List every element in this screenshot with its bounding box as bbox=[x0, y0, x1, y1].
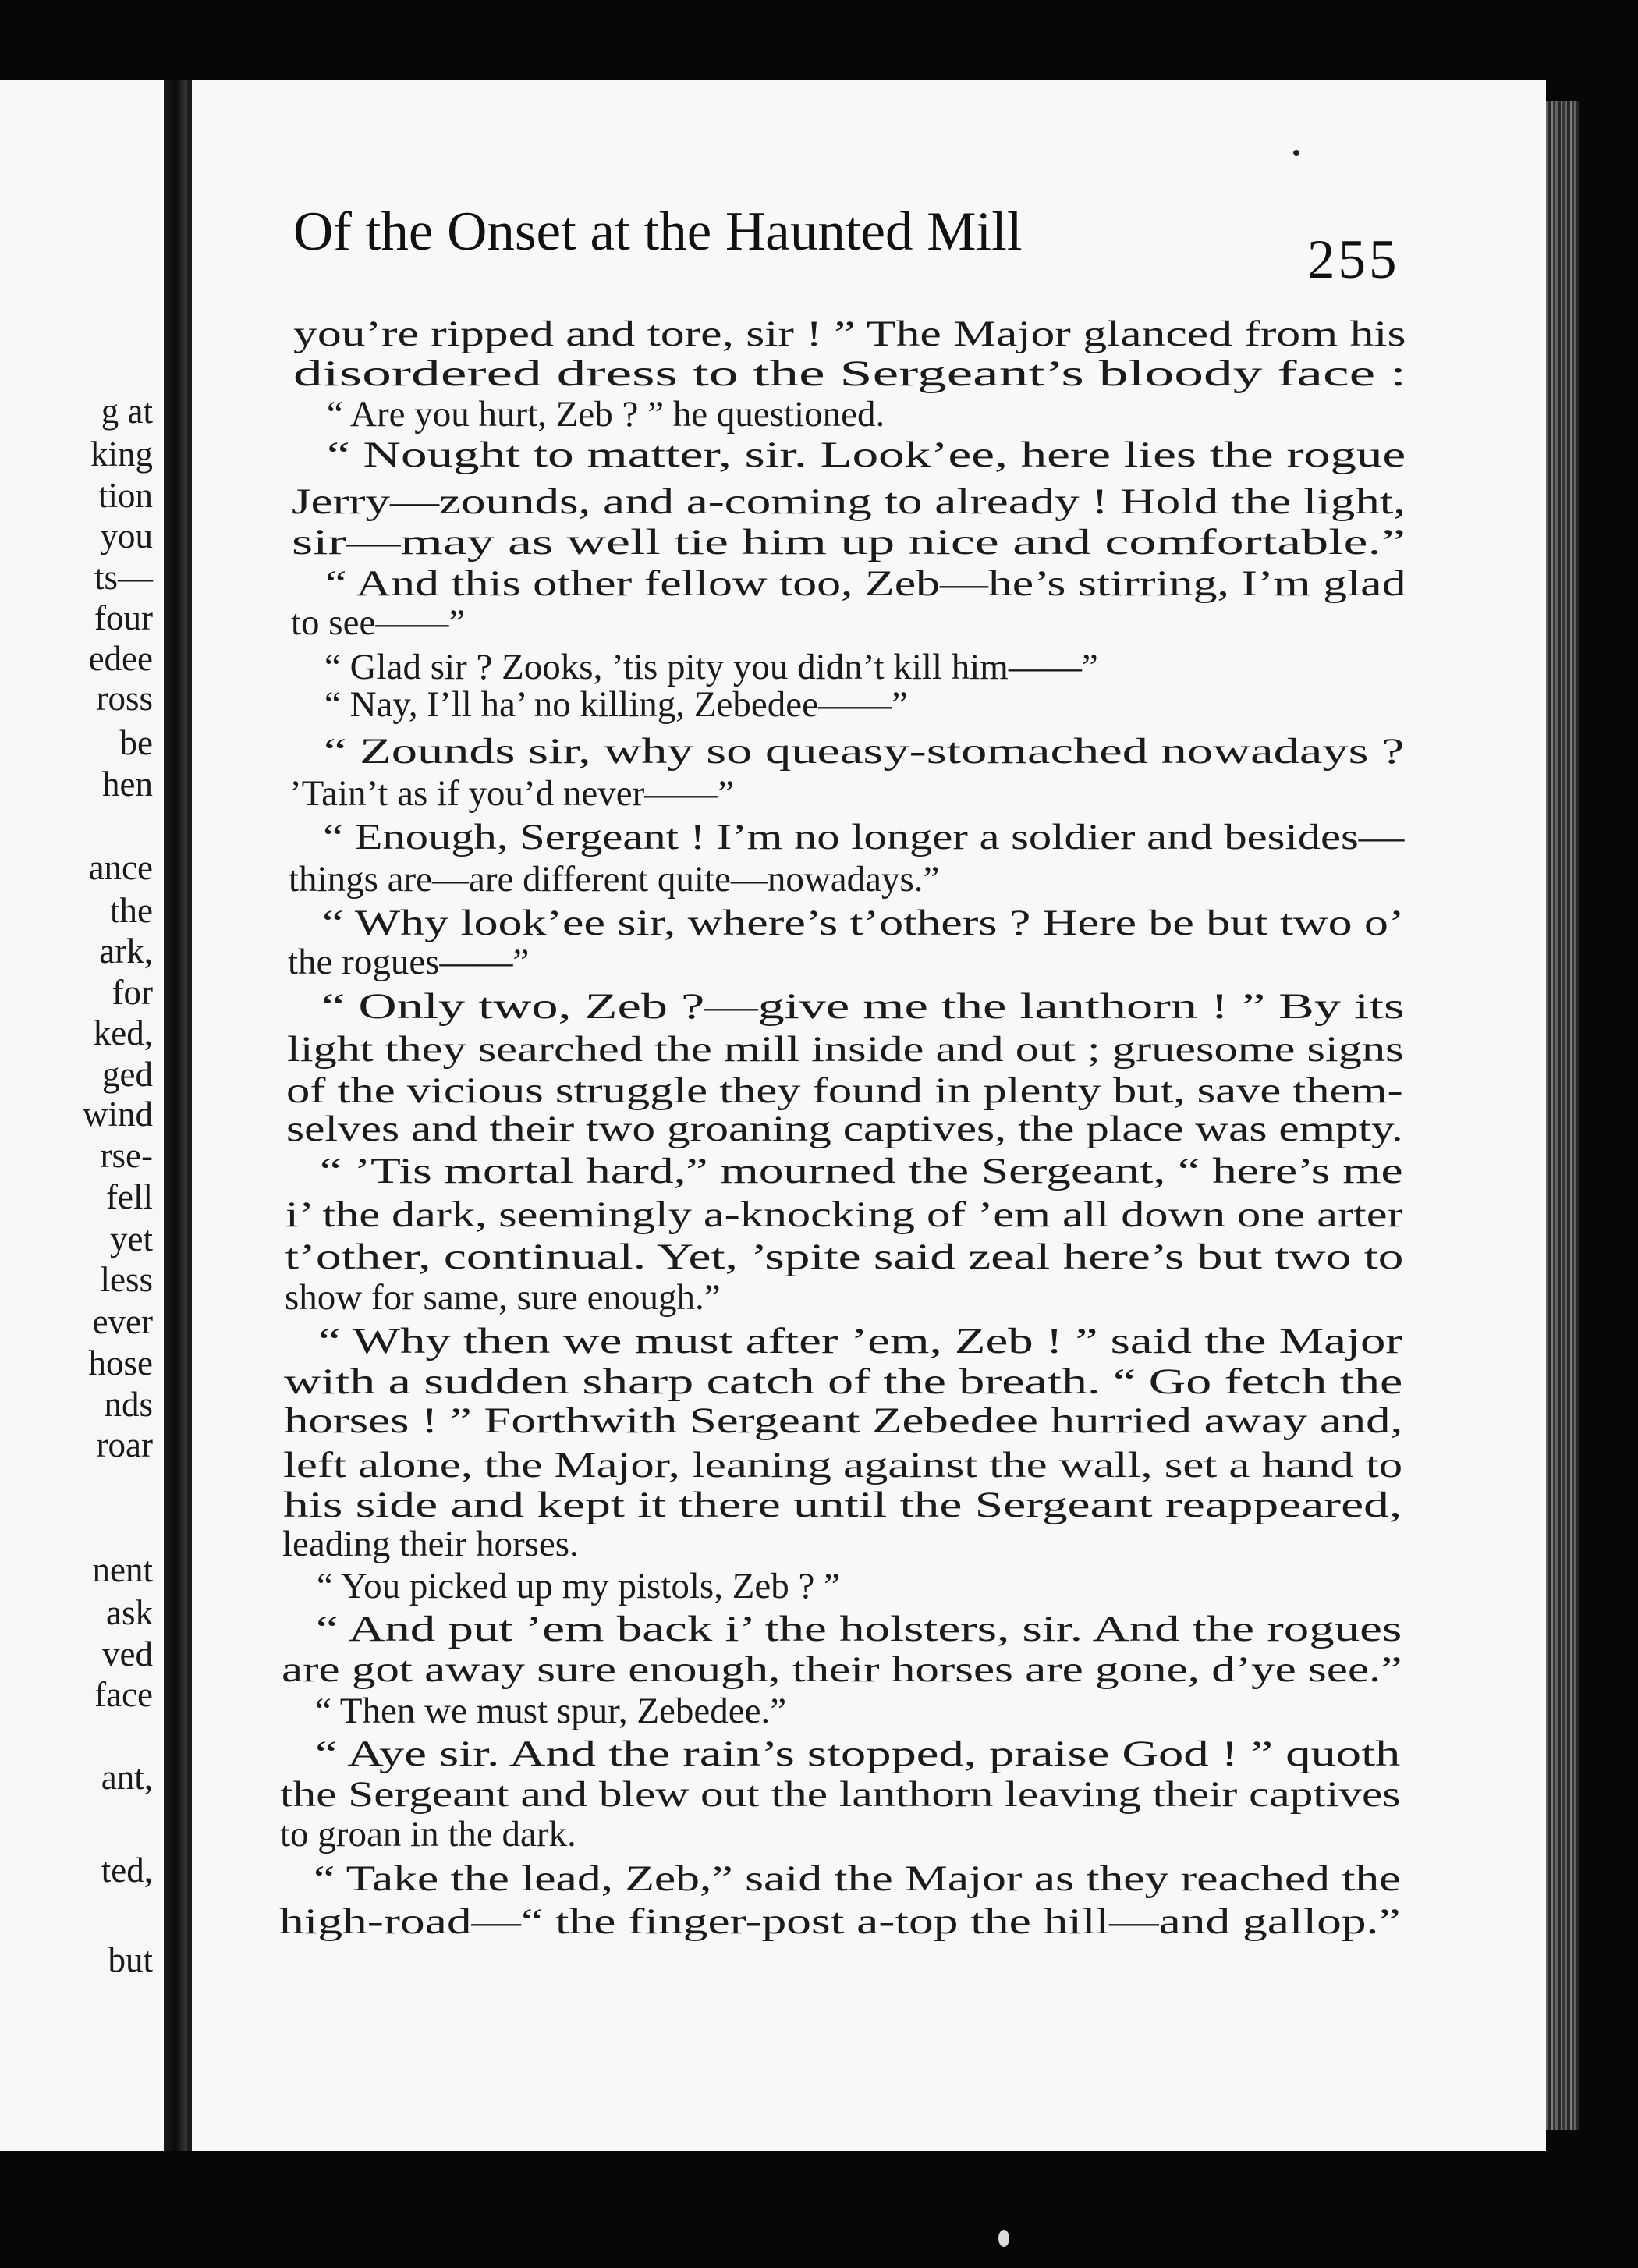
text-line: you’re ripped and tore, sir ! ” The Major glanced from his bbox=[293, 314, 1406, 354]
text-line: “ Aye sir. And the rain’s stopped, praise God ! ” quoth bbox=[315, 1734, 1401, 1774]
text-line: high-road—“ the finger-post a-top the hill—and gallop.” bbox=[279, 1901, 1401, 1942]
left-page-fragment: for bbox=[112, 973, 153, 1012]
left-page bbox=[0, 80, 166, 2151]
text-line: Jerry—zounds, and a-coming to already ! Hold the light, bbox=[292, 481, 1406, 522]
text-line: are got away sure enough, their horses are gone, d’ye see.” bbox=[282, 1649, 1402, 1690]
text-line: “ ’Tis mortal hard,” mourned the Sergeant, “ here’s me bbox=[320, 1151, 1403, 1191]
left-page-fragment: nent bbox=[92, 1550, 153, 1589]
page-number: 255 bbox=[1307, 229, 1400, 290]
left-page-fragment: four bbox=[94, 598, 153, 637]
left-page-fragment: edee bbox=[88, 639, 153, 678]
text-line: leading their horses. bbox=[282, 1524, 579, 1564]
text-line: “ Zounds sir, why so queasy-stomached nowadays ? bbox=[324, 731, 1405, 772]
left-page-fragment: rse- bbox=[100, 1136, 153, 1175]
left-page-fragment: tion bbox=[98, 476, 153, 515]
text-line: “ And put ’em back i’ the holsters, sir. And the rogues bbox=[316, 1609, 1402, 1649]
left-page-fragment: g at bbox=[101, 392, 153, 431]
text-line: with a sudden sharp catch of the breath. “ Go fetch the bbox=[284, 1361, 1403, 1402]
left-page-fragment: ark, bbox=[99, 932, 153, 971]
text-line: sir—may as well tie him up nice and comfortable.” bbox=[292, 522, 1406, 563]
text-line: t’other, continual. Yet, ’spite said zeal here’s but two to bbox=[285, 1237, 1404, 1277]
left-page-fragment: nds bbox=[104, 1385, 153, 1424]
left-page-fragment: fell bbox=[106, 1177, 153, 1216]
text-line: light they searched the mill inside and out ; gruesome signs bbox=[287, 1029, 1404, 1070]
running-head: Of the Onset at the Haunted Mill bbox=[293, 201, 1023, 262]
left-page-fragment: ance bbox=[88, 848, 153, 887]
left-page-fragment: roar bbox=[96, 1425, 153, 1464]
left-page-fragment: yet bbox=[110, 1219, 153, 1258]
speck bbox=[1293, 150, 1299, 156]
left-page-fragment: face bbox=[94, 1675, 153, 1714]
text-line: “ Glad sir ? Zooks, ’tis pity you didn’t kill him——” bbox=[324, 647, 1098, 687]
text-line: left alone, the Major, leaning against the wall, set a hand to bbox=[283, 1445, 1403, 1485]
text-line: the rogues——” bbox=[288, 942, 530, 982]
text-line: disordered dress to the Sergeant’s bloody face : bbox=[293, 353, 1406, 394]
left-page-fragment: ted, bbox=[101, 1851, 153, 1890]
left-page-fragment: ged bbox=[102, 1055, 153, 1094]
text-line: show for same, sure enough.” bbox=[285, 1277, 721, 1318]
text-line: “ Nought to matter, sir. Look’ee, here lies the rogue bbox=[327, 435, 1406, 475]
text-line: horses ! ” Forthwith Sergeant Zebedee hurried away and, bbox=[284, 1400, 1403, 1441]
text-line: of the vicious struggle they found in plenty but, save them- bbox=[286, 1070, 1403, 1111]
text-line: to groan in the dark. bbox=[280, 1814, 576, 1855]
left-page-fragment: ant, bbox=[101, 1758, 153, 1797]
text-line: “ Are you hurt, Zeb ? ” he questioned. bbox=[327, 394, 885, 435]
left-page-fragment: be bbox=[119, 723, 153, 762]
left-page-fragment: you bbox=[100, 516, 153, 555]
text-line: his side and kept it there until the Sergeant reappeared, bbox=[283, 1485, 1402, 1525]
text-line: to see——” bbox=[291, 602, 466, 643]
speck bbox=[998, 2230, 1009, 2247]
text-line: things are—are different quite—nowadays.” bbox=[289, 859, 940, 900]
left-page-fragment: but bbox=[108, 1940, 153, 1979]
text-line: “ Then we must spur, Zebedee.” bbox=[315, 1691, 787, 1731]
text-line: “ You picked up my pistols, Zeb ? ” bbox=[317, 1566, 840, 1606]
left-page-fragment: ross bbox=[96, 679, 153, 718]
text-line: ’Tain’t as if you’d never——” bbox=[289, 773, 735, 814]
text-line: the Sergeant and blew out the lanthorn leaving their captives bbox=[280, 1774, 1401, 1815]
left-page-fragment: ever bbox=[92, 1302, 153, 1341]
left-page-fragment: ask bbox=[106, 1593, 153, 1632]
left-page-fragment: king bbox=[90, 435, 153, 474]
text-line: “ Take the lead, Zeb,” said the Major as they reached the bbox=[314, 1858, 1401, 1899]
left-page-fragment: wind bbox=[83, 1095, 153, 1134]
book-gutter bbox=[164, 80, 187, 2151]
text-line: selves and their two groaning captives, the place was empty. bbox=[286, 1109, 1403, 1149]
left-page-fragment: ked, bbox=[93, 1013, 153, 1052]
left-page-fragment: less bbox=[100, 1260, 153, 1299]
text-line: “ Enough, Sergeant ! I’m no longer a soldier and besides— bbox=[323, 817, 1405, 857]
text-line: i’ the dark, seemingly a-knocking of ’em all down one arter bbox=[285, 1194, 1403, 1235]
left-page-fragment: ved bbox=[102, 1634, 153, 1673]
page-edges bbox=[1546, 101, 1579, 2130]
text-line: “ Why then we must after ’em, Zeb ! ” said the Major bbox=[318, 1321, 1403, 1361]
text-line: “ Nay, I’ll ha’ no killing, Zebedee——” bbox=[324, 684, 908, 725]
left-page-fragment: ts— bbox=[94, 558, 153, 597]
left-page-fragment: the bbox=[110, 891, 153, 930]
left-page-fragment: hen bbox=[102, 765, 153, 804]
left-page-fragment: hose bbox=[88, 1343, 153, 1382]
text-line: “ Why look’ee sir, where’s t’others ? Here be but two o’ bbox=[322, 903, 1405, 943]
text-line: “ And this other fellow too, Zeb—he’s stirring, I’m glad bbox=[325, 563, 1406, 604]
text-line: “ Only two, Zeb ?—give me the lanthorn ! ” By its bbox=[321, 986, 1405, 1027]
